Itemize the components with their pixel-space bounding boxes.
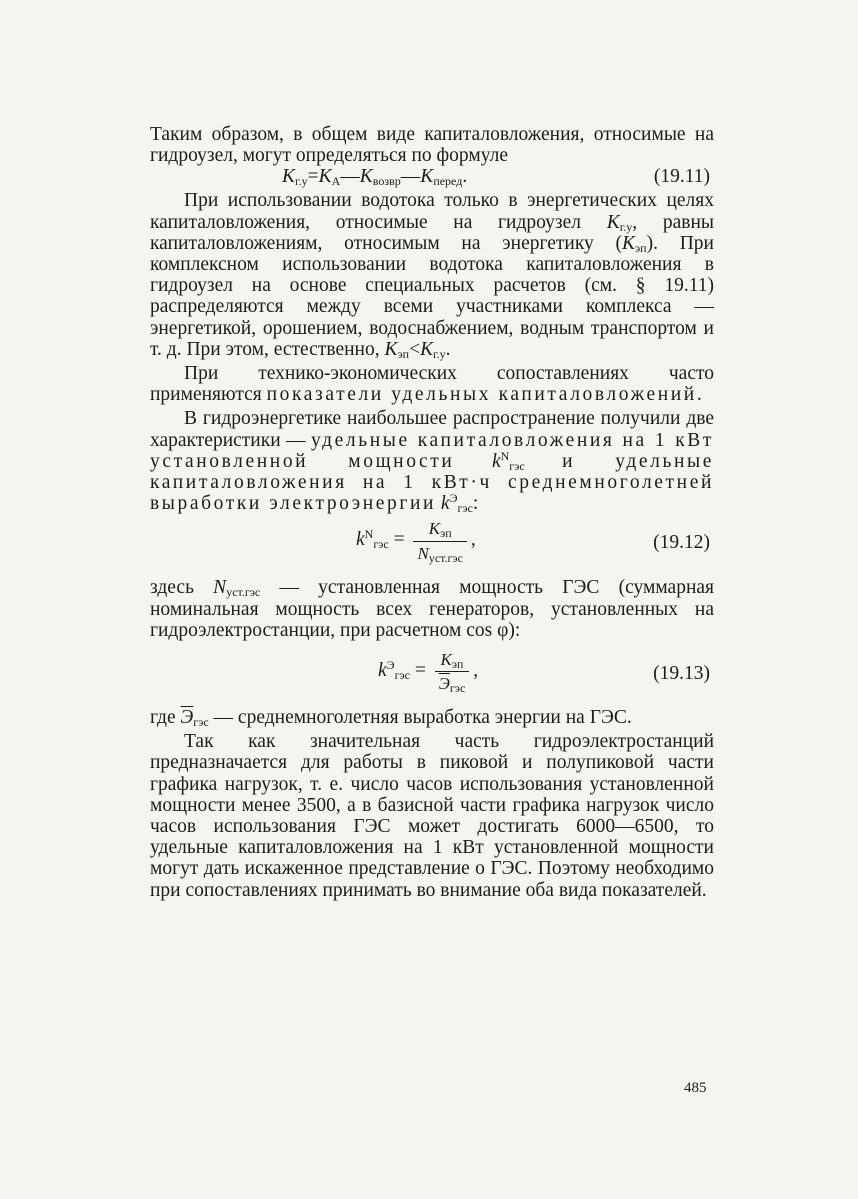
equation-19-13 xyxy=(150,641,714,707)
fraction: $\frac{K_{эп}}{N_{уст.гэс}}$ xyxy=(413,518,466,563)
equation-number: (19.13) xyxy=(653,663,710,685)
paragraph-energy-use: При использовании водотока только в энергетических целях капиталовложения, относимые на гидроузел $K_{г.у}$, равны капиталовложениям, относимым на энергетику $(K_{эп})$. При комплексном использовании водотока капиталовложения в гидроузел на основе специальных расчетов (см. § 19.11) распределяются между всеми участниками комплекса — энергетикой, орошением, водоснабжением, водным транспортом и т. д. При этом, естественно, $K_{эп}<K_{г.у}$. xyxy=(150,190,714,361)
fraction: $\frac{K_{эп}}{Э_{гэс}}$ xyxy=(435,649,470,694)
paragraph-installed-capacity: здесь $N_{уст.гэс}$ — установленная мощность ГЭС (суммарная номинальная мощность всех генераторов, установленных на гидроэлектростанции, при расчетном cos φ): xyxy=(150,577,714,641)
paragraph-characteristics: В гидроэнергетике наибольшее распространение получили две характеристики — удельные капиталовложения на 1 кВт установленной мощности $k^N_{гэс}$ и удельные капиталовложения на 1 кВт·ч среднемноголетней выработки электроэнергии $k^Э_{гэс}$: xyxy=(150,408,714,516)
paragraph-energy-output: где $Э_{гэс}$ — среднемноголетняя выработка энергии на ГЭС. xyxy=(150,707,632,730)
paragraph-peak-load: Так как значительная часть гидроэлектростанций предназначается для работы в пиковой и полупиковой части графика нагрузок, т. е. число часов использования установленной мощности менее 3500, а в базисной части графика нагрузок число часов использования ГЭС может достигать 6000—6500, то удельные капиталовложения на 1 кВт установленной мощности могут дать искаженное представление о ГЭС. Поэтому необходимо при сопоставлениях принимать во внимание оба вида показателей. xyxy=(150,731,714,901)
page-number: 485 xyxy=(684,1080,707,1096)
equation-19-12 xyxy=(150,514,714,574)
paragraph-indicators: При технико-экономических сопоставлениях часто применяются показатели удельных капиталовложений. xyxy=(150,363,714,406)
equation-number: (19.11) xyxy=(653,166,710,188)
equation-body: $k^Э_{гэс}$ = $\frac{K_{эп}}{Э_{гэс}}$ , xyxy=(378,650,479,696)
text-column xyxy=(150,124,714,901)
equation-body: $K_{г.у}=K_А—K_{возвр}—K_{перед}$. xyxy=(282,166,468,189)
equation-number: (19.12) xyxy=(653,532,710,554)
emphasis-spaced: показатели удельных капиталовложений xyxy=(266,384,697,406)
equation-body: $k^N_{гэс}$ = $\frac{K_{эп}}{N_{уст.гэс}}$ , xyxy=(356,519,476,565)
equation-19-11 xyxy=(150,166,714,190)
paragraph-intro: Таким образом, в общем виде капиталовложения, относимые на гидроузел, могут определяться по формуле xyxy=(150,124,714,167)
